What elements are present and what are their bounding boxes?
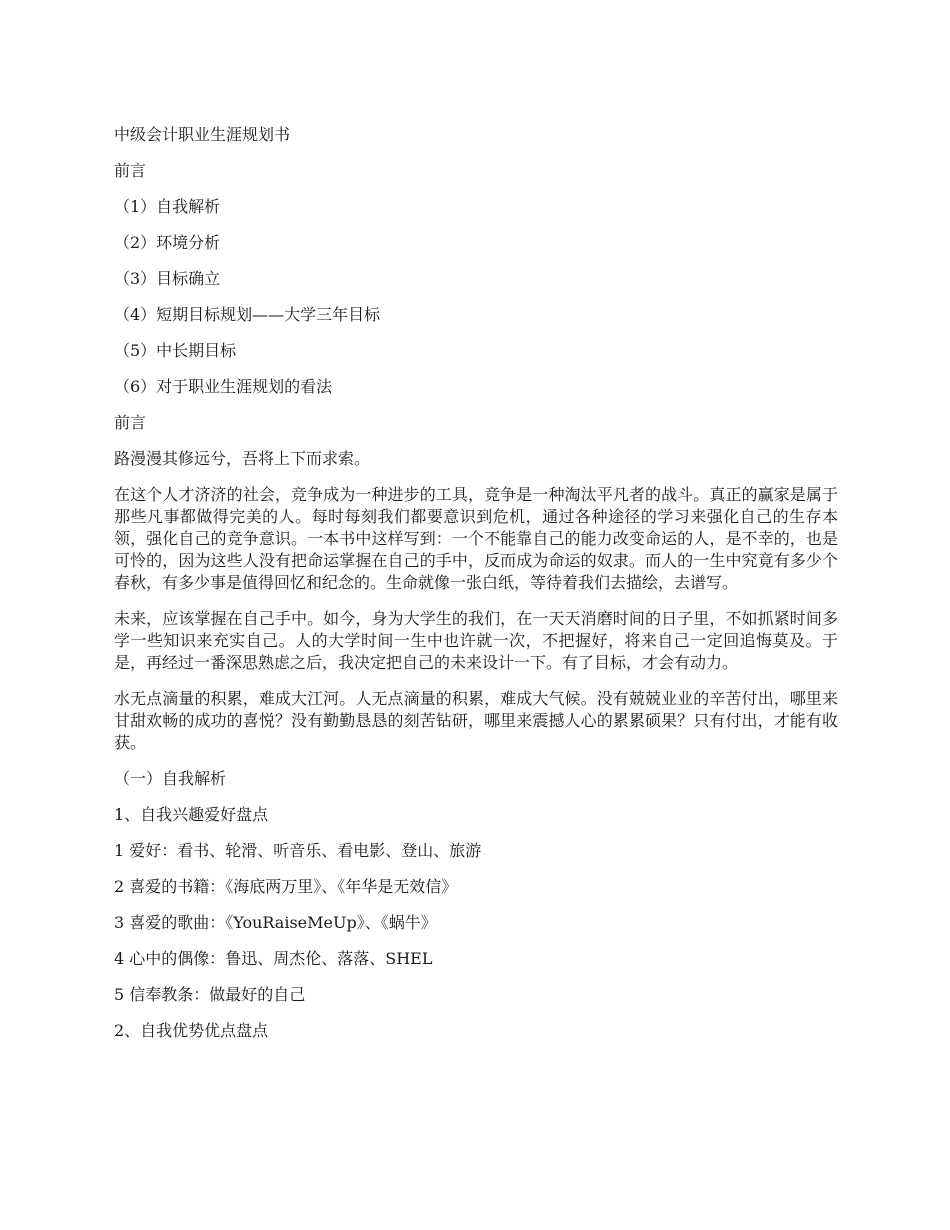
body-paragraph: 水无点滴量的积累，难成大江河。人无点滴量的积累，难成大气候。没有兢兢业业的辛苦付出，哪里来甘甜欢畅的成功的喜悦？没有勤勤恳恳的刻苦钻研，哪里来震撼人心的累累硕果？只有付出，才能有收获。 [114, 689, 838, 752]
interest-item: 1 爱好：看书、轮滑、听音乐、看电影、登山、旅游 [114, 841, 482, 860]
toc-item: （6）对于职业生涯规划的看法 [114, 377, 333, 396]
subsection-heading: 1、自我兴趣爱好盘点 [114, 805, 269, 824]
toc-item: （2）环境分析 [114, 233, 221, 252]
toc-item: （5）中长期目标 [114, 341, 237, 360]
interest-item: 2 喜爱的书籍：《海底两万里》、《年华是无效信》 [114, 877, 458, 896]
document-page [114, 124, 838, 1056]
toc-heading: 前言 [114, 161, 147, 180]
toc-item: （3）目标确立 [114, 269, 221, 288]
toc-item: （1）自我解析 [114, 197, 221, 216]
document-title: 中级会计职业生涯规划书 [114, 125, 291, 144]
interest-item: 3 喜爱的歌曲：《YouRaiseMeUp》、《蜗牛》 [114, 913, 437, 932]
preface-quote: 路漫漫其修远兮，吾将上下而求索。 [114, 449, 371, 468]
interest-item: 5 信奉教条：做最好的自己 [114, 985, 306, 1004]
body-paragraph: 未来，应该掌握在自己手中。如今，身为大学生的我们，在一天天消磨时间的日子里，不如抓紧时间多学一些知识来充实自己。人的大学时间一生中也许就一次，不把握好，将来自己一定回追悔莫及。于是，再经过一番深思熟虑之后，我决定把自己的未来设计一下。有了目标，才会有动力。 [114, 609, 838, 672]
subsection-heading: 2、自我优势优点盘点 [114, 1021, 269, 1040]
toc-item: （4）短期目标规划——大学三年目标 [114, 305, 381, 324]
body-paragraph: 在这个人才济济的社会，竞争成为一种进步的工具，竞争是一种淘汰平凡者的战斗。真正的赢家是属于那些凡事都做得完美的人。每时每刻我们都要意识到危机，通过各种途径的学习来强化自己的生存本领，强化自己的竞争意识。一本书中这样写到：一个不能靠自己的能力改变命运的人，是不幸的，也是可怜的，因为这些人没有把命运掌握在自己的手中，反而成为命运的奴隶。而人的一生中究竟有多少个春秋，有多少事是值得回忆和纪念的。生命就像一张白纸，等待着我们去描绘，去谱写。 [114, 485, 838, 592]
section-heading: （一）自我解析 [114, 769, 227, 788]
interest-item: 4 心中的偶像：鲁迅、周杰伦、落落、SHEL [114, 949, 433, 968]
preface-heading: 前言 [114, 413, 147, 432]
